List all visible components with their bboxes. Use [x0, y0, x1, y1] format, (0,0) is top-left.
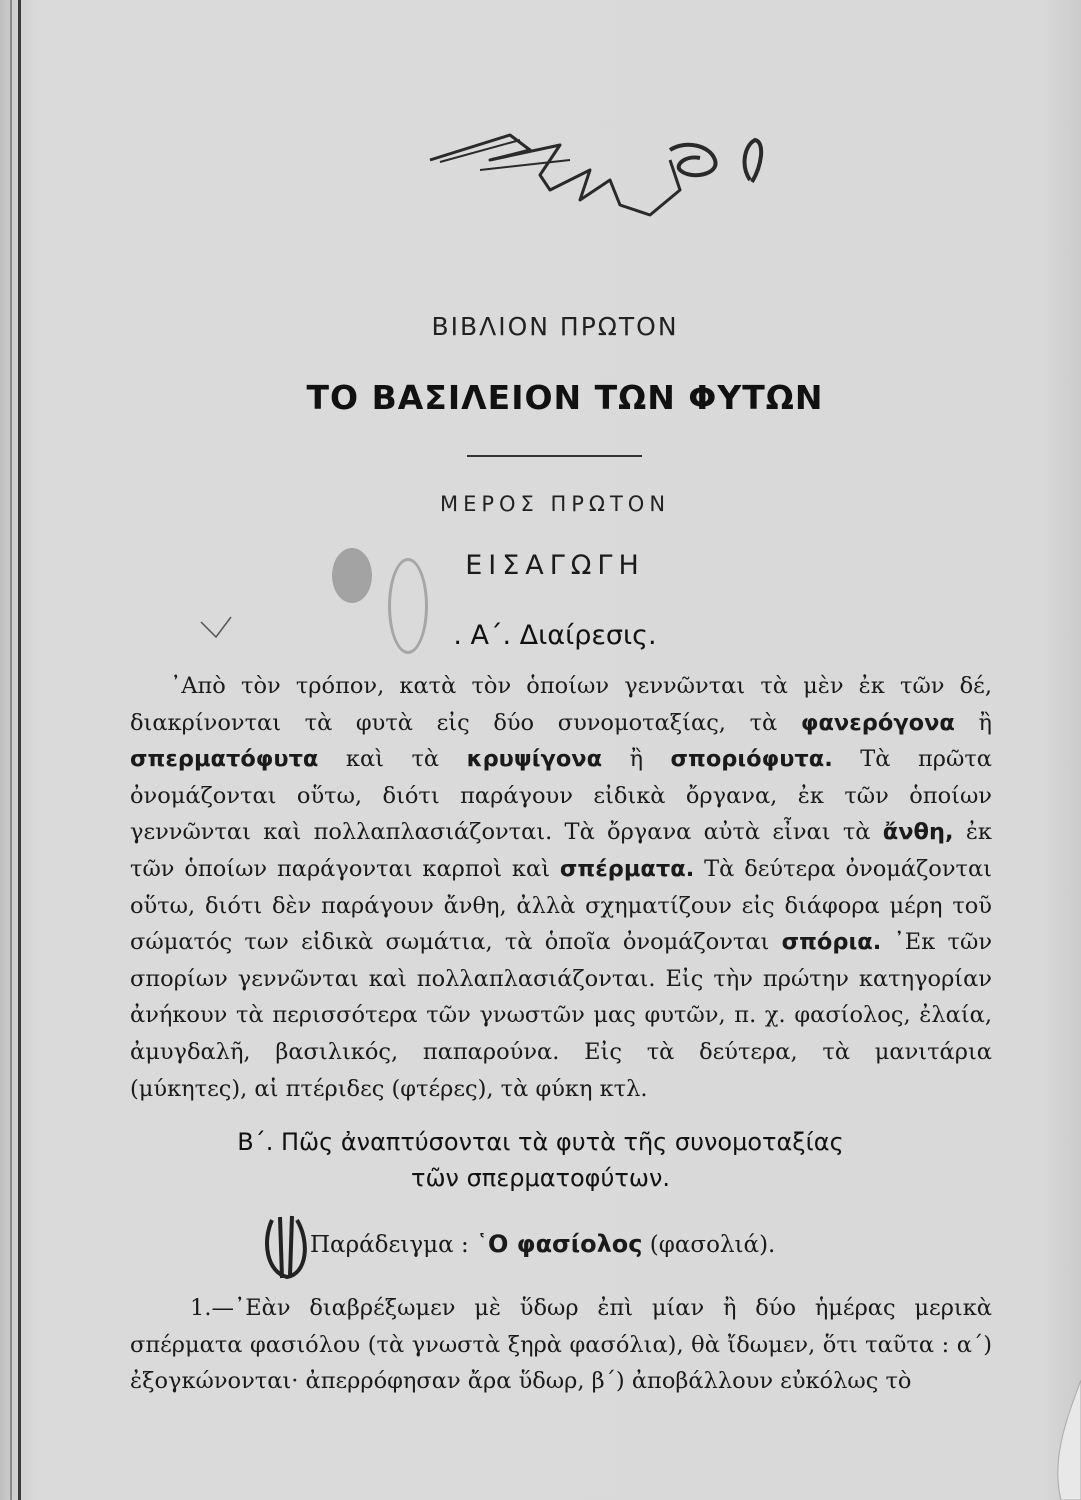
paragraph-text: ἢ — [954, 709, 992, 736]
paragraph-text: ἐκ τῶν ὁποίων παράγονται καρποὶ καὶ — [130, 819, 992, 882]
intro-heading: ΕΙΣΑΓΩΓΗ — [465, 550, 645, 581]
paragraph-text: ᾿Εκ τῶν σπορίων γεννῶνται καὶ πολλαπλασιάζονται. Εἰς τὴν πρώτην κατηγορίαν ἀνήκουν τὰ περισσότερα τῶν γνωστῶν μας φυτῶν, π. χ. φασίολος, ἐλαία, ἀμυγδαλῆ, βασιλικός, παπαρούνα. Εἰς τὰ δεύτερα, τὰ μανιτάρια (μύκητες), αἱ πτέριδες (φτέρες), τὰ φύκη κτλ. — [130, 929, 992, 1102]
ink-smudge — [332, 548, 372, 603]
example-label: Παράδειγμα : — [310, 1232, 469, 1258]
example-gloss: (φασολιά). — [649, 1232, 776, 1258]
term-spermata: σπέρματα. — [559, 855, 695, 882]
paragraph-1 — [130, 1290, 992, 1400]
paragraph-text: ᾿Εὰν διαβρέξωμεν μὲ ὕδωρ ἐπὶ μίαν ἢ δύο ἡμέρας μερικὰ σπέρματα φασιόλου (τὰ γνωστὰ ξηρὰ φασόλια), θὰ ἴδωμεν, ὅτι ταῦτα : α΄) ἐξογκώνονται· ἀπερρόφησαν ἄρα ὕδωρ, β΄) ἀποβάλλουν εὐκόλως τὸ — [130, 1295, 992, 1395]
ink-smudge — [388, 558, 428, 654]
section-a-paragraph — [130, 668, 992, 1107]
term-sporia: σπόρια. — [781, 929, 882, 956]
paragraph-text: Τὰ δεύτερα ὀνομάζονται οὕτω, διότι δὲν παράγουν ἄνθη, ἀλλὰ σχηματίζουν εἰς διάφορα μέρη τοῦ σώματός των εἰδικὰ σωμάτια, τὰ ὁποῖα ὀνομάζονται — [130, 855, 992, 956]
term-anthi: ἄνθη, — [882, 819, 954, 846]
paragraph-text: ᾿Απὸ τὸν τρόπον, κατὰ τὸν ὁποίων γεννῶνται τὰ μὲν ἐκ τῶν δέ, διακρίνονται τὰ φυτὰ εἰς δύο συνομοταξίας, τὰ — [130, 673, 992, 736]
page-spine-line — [18, 0, 21, 1500]
book-title: ΤΟ ΒΑΣΙΛΕΙΟΝ ΤΩΝ ΦΥΤΩΝ — [306, 378, 824, 417]
page-gutter-shadow — [10, 0, 12, 1500]
example-name: ῾Ο φασίολος — [476, 1230, 643, 1258]
pencil-mark — [196, 612, 236, 652]
handwritten-signature-scribble — [420, 120, 780, 240]
section-b-heading — [0, 1124, 1081, 1196]
term-kryptogona: κρυψίγονα — [466, 746, 603, 773]
paragraph-text: ἢ — [602, 746, 671, 773]
term-sporiophyta: σποριόφυτα. — [670, 746, 833, 773]
title-divider — [467, 455, 642, 457]
part-label: ΜΕΡΟΣ ΠΡΩΤΟΝ — [439, 492, 671, 516]
section-b-heading-line: Β΄. Πῶς ἀναπτύσονται τὰ φυτὰ τῆς συνομοταξίας — [237, 1128, 844, 1156]
paragraph-number: 1.— — [190, 1295, 234, 1321]
paragraph-text: Τὰ πρῶτα ὀνομάζονται οὕτω, διότι παράγουν εἰδικὰ ὄργανα, ἐκ τῶν ὁποίων γεννῶνται καὶ πολλαπλασιάζονται. Τὰ ὄργανα αὐτὰ εἶναι τὰ — [130, 746, 992, 846]
example-line — [310, 1230, 910, 1258]
term-phanerogona: φανερόγονα — [800, 709, 955, 736]
section-b-heading-line: τῶν σπερματοφύτων. — [411, 1164, 670, 1192]
page-corner-curl — [1031, 1380, 1081, 1500]
book-label: ΒΙΒΛΙΟΝ ΠΡΩΤΟΝ — [431, 312, 679, 341]
handwritten-circle-mark — [262, 1212, 312, 1282]
paragraph-text: καὶ τὰ — [318, 746, 467, 773]
section-a-heading: . Α΄. Διαίρεσις. — [453, 620, 657, 651]
term-spermatophyta: σπερματόφυτα — [130, 746, 319, 773]
